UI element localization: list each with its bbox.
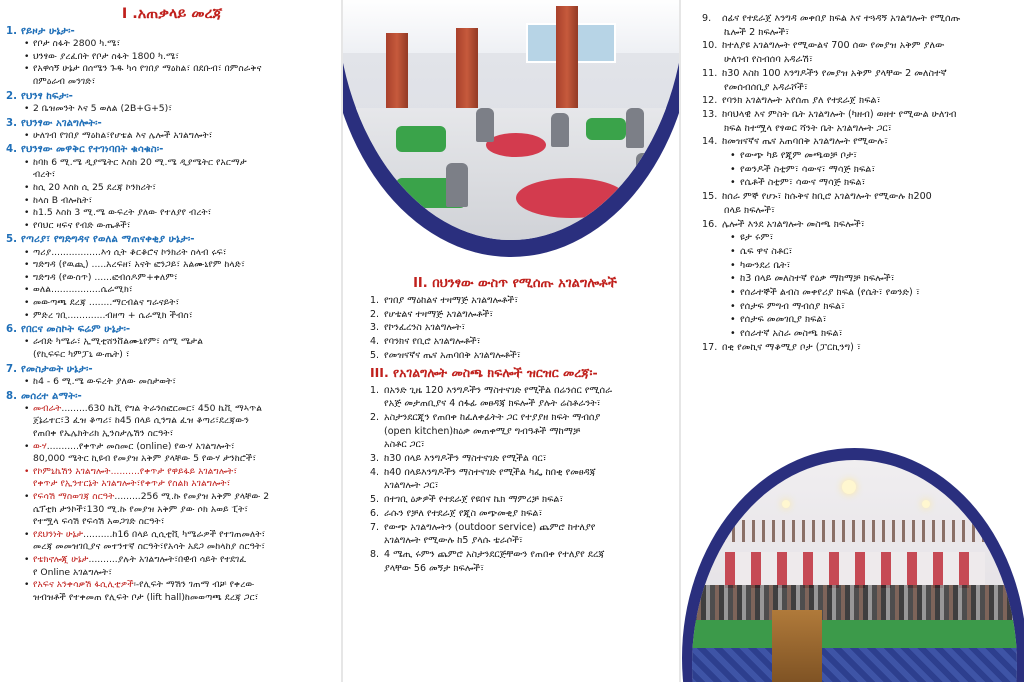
- section-item: [24, 284, 338, 297]
- item-text-continued: አስቶር ጋር፣: [384, 439, 425, 451]
- item-number: 13.: [702, 108, 718, 120]
- item-number: 2.: [370, 411, 380, 423]
- room-item: [370, 384, 674, 411]
- item-text: ከሲ 20 እስከ ሲ 25 ደረጃ ኮንክሪት፣: [33, 181, 156, 193]
- item-text-continued: (የኪፍፍር ካምፓኒ ውጤት) ፣: [33, 349, 130, 361]
- service-item: [370, 308, 674, 322]
- item-text: የመዝናኛና ጤና አጠባበቅ አገልግሎቶች፣: [384, 349, 521, 361]
- service-item: [370, 335, 674, 349]
- section-number: 8.: [6, 390, 17, 402]
- section-item: [24, 63, 338, 88]
- item-text: ሰፊና የተደራጀ እንግዳ መቀበያ ክፍል እና ተጓዳኝ አገልግሎት የሚሰጡ: [722, 13, 961, 24]
- item-text: ከ30 እስከ 100 እንግዶችን የመያዝ አቅም ያላቸው 2 መለስተኛ: [722, 67, 947, 79]
- sub-item: • የሴቶች ስቲም፣ ሳውና ማሳጅ ክፍል፣: [730, 176, 1020, 190]
- info-section: [6, 363, 338, 389]
- info-section: [6, 143, 338, 232]
- item-text: ራብድ ካሜራ፣ ኢሚቲሸንቨልሙኒየም፣ ሰሚ ሜታል: [33, 336, 204, 348]
- section-items: [6, 130, 338, 143]
- section-title: የመስታወት ሁኔታ፡-: [21, 363, 93, 375]
- item-text: ወለል.................ሴራሚክ፣: [33, 284, 133, 296]
- item-text: በተገቢ ዕቃዎች የተደራጀ የዩበና ኬክ ማምረቻ ክፍል፣: [384, 494, 564, 506]
- info-section-heading: [6, 323, 338, 336]
- info-section-heading: [6, 90, 338, 103]
- item-text: መውጣጫ ደረጃ ........ማርብልና ግራናይት፣: [33, 296, 180, 308]
- room-item: [702, 39, 1020, 66]
- section-title: የህንፃው አገልግሎት፡-: [21, 117, 102, 129]
- section-item: [24, 466, 338, 491]
- section-item: [24, 51, 338, 64]
- item-text: ጣሪያ.................እጎ ሲት ቆርቆሮና ኮንክሪት ስላብ ሩፍ፣: [33, 246, 227, 258]
- item-key: መብራት: [33, 402, 62, 414]
- section-item: [24, 297, 338, 310]
- sub-item: • ዩታ ሩም፣: [730, 231, 1020, 245]
- room-item: [702, 218, 1020, 341]
- section-items: [6, 403, 338, 605]
- section-items: [6, 376, 338, 389]
- room-item: [370, 466, 674, 493]
- item-text: 4 ሜጢ ሩምን ጨምሮ አስታንደርጅቸውን የጠበቀ የተለያየ ደረጃ: [384, 548, 605, 560]
- item-number: 4.: [370, 466, 380, 478]
- section-items: [6, 103, 338, 116]
- item-text-continued: መረጃ መመዝገቢያና መተንተኛ ስርዓት፣የአሳት አደጋ መከላከያ ስርዓት፣: [33, 541, 266, 553]
- general-info-panel: [0, 0, 342, 682]
- section-title: የይዞታ ሁኔታ፡-: [21, 26, 75, 37]
- info-section-heading: [6, 143, 338, 156]
- section-item: [24, 441, 338, 466]
- item-text: ከሰራ ምኞ የሆኑ፣ ከሱቅና ከቢሮ አገልግሎት የሚውሉ ከ200: [722, 191, 932, 203]
- item-key: የፍሳሽ ማስወገጃ ስርዓት: [33, 491, 115, 502]
- item-text-continued: ክፍል ከተሟላ የፃወር ሻንት ቤት አገልግሎት ጋር፣: [724, 122, 892, 134]
- item-text-continued: አገልግሎት የሚውሉ ከ5 ያላሱ ቴራሶች፣: [384, 535, 523, 547]
- item-text-continued: አገልግሎት ጋር፣: [384, 480, 439, 492]
- item-text-continued: የተሟላ ፍሳሽ የፍሳሽ አወጋገድ ስርዓት፣: [33, 516, 165, 528]
- section-item: [24, 491, 338, 529]
- rooms-list: [356, 384, 674, 576]
- room-item: [702, 67, 1020, 94]
- item-text: የውጭ አገልግሎትን (outdoor service) ጨምሮ ከተለያየ: [384, 521, 596, 533]
- sub-item: • ከ3 በላይ መለስተኛ የዕቃ ማከማቻ ክፍሎች፣: [730, 272, 1020, 286]
- item-text: .........256 ሚ.ኩ የመያዝ አቅም ያላቸው 2: [114, 491, 270, 502]
- item-number: 4.: [370, 336, 380, 348]
- item-text: ከ30 በላይ እንግዶችን ማስተናገድ የሚችል ባር፣: [384, 453, 547, 465]
- room-item: [702, 341, 1020, 355]
- section-item: [24, 130, 338, 143]
- item-text-continued: (open kitchen)ከዕቃ መጠቀሚያ ግብዓቶች ማከማቻ: [384, 425, 581, 437]
- item-text-continued: ጀኔሬተር፣3 ፈዝ ቆጣሪ፣ ከ45 በላይ ሲንግል ፈዝ ቆጣሪ፣ደረጃውን: [33, 415, 249, 427]
- item-text: የባህር ዛፍና የብድ ውጤቶች፣: [33, 219, 131, 231]
- item-text-continued: ሁለገብ የስብሰባ አዳራሽ፣: [724, 54, 813, 66]
- item-number: 16.: [702, 218, 718, 230]
- item-text: ከ4 - 6 ሚ.ሜ ውፍረት ያለው መስታወት፣: [33, 375, 177, 387]
- section-item: [24, 103, 338, 116]
- section-item: [24, 310, 338, 323]
- section-item: [24, 220, 338, 233]
- item-text-continued: በላይ ክፍሎች፣: [724, 204, 775, 216]
- item-number: 1.: [370, 295, 380, 306]
- item-text: ከተለያዩ አገልግሎት የሚውልና 700 ሰው የመያዝ አቅም ያለው: [722, 40, 945, 52]
- item-text-continued: በምዕራብ መንገድ፣: [33, 76, 96, 88]
- section-items: [6, 38, 338, 88]
- info-section: [6, 233, 338, 322]
- section-item: [24, 403, 338, 441]
- section-item: [24, 272, 338, 285]
- item-text: ..........ያሉት አገልግሎት፣በዊብ ሳይት የተደገፈ: [88, 553, 247, 565]
- item-number: 12.: [702, 95, 718, 107]
- item-text-continued: ኬሎች 2 ክፍሎች፣: [724, 26, 790, 38]
- item-text: ከ40 በላይእንግዶችን ማስተናገድ የሚችል ካፌ ከበቂ የመፀዳጃ: [384, 466, 596, 478]
- item-text: ..........የቀጥታ የዋይፋይ አገልግሎት፣: [110, 465, 238, 477]
- section-item: [24, 529, 338, 554]
- sub-item: • የሰራተኛ አስራ መስጫ ክፍል፣: [730, 327, 1020, 341]
- item-text-continued: 80,000 ሜትር ኪዩብ የመያዝ አቅም ያላቸው 5 የውሃ ታንከሮች፣: [33, 453, 257, 465]
- item-text: ከ1.5 እስከ 3 ሚ.ሜ ውፍረት ያለው የተለያየ ብረት፣: [33, 207, 212, 219]
- section-number: 2.: [6, 90, 17, 102]
- section-item: [24, 195, 338, 208]
- room-item: [370, 548, 674, 575]
- item-number: 7.: [370, 521, 380, 533]
- item-number: 1.: [370, 384, 380, 396]
- item-text: ህንፃው ያረፈበት የቦታ ስፋት 1800 ካ.ሜ፣: [33, 50, 180, 62]
- general-info-title: I .አጠቃላይ መረጃ: [121, 6, 223, 22]
- item-text: ከላስ B ብሎኬት፣: [33, 194, 93, 206]
- item-number: 5.: [370, 349, 380, 361]
- section-items: [6, 157, 338, 233]
- room-item: [702, 94, 1020, 108]
- item-number: 3.: [370, 453, 380, 465]
- room-item: [370, 507, 674, 521]
- item-text: የሆቴልና ተዛማጅ አገልግሎቶች፣: [384, 308, 494, 320]
- item-text: በአንድ ጊዜ 120 እንግዶችን ማስተናገድ የሚችል በሬንሰር የሚሰራ: [384, 384, 612, 396]
- section-item: [24, 376, 338, 389]
- item-number: 14.: [702, 136, 718, 148]
- service-item: [370, 321, 674, 335]
- sub-item: • ካውንደሪ ቤት፣: [730, 259, 1020, 273]
- item-text: በቂ የመኪና ማቆሚያ ቦታ (ፓርኪንግ) ፣: [722, 341, 861, 353]
- item-text-continued: ያላቸው 56 መኝታ ክፍሎች፣: [384, 562, 485, 574]
- conference-hall-photo: [680, 432, 1024, 682]
- service-item: [370, 294, 674, 308]
- section-item: [24, 182, 338, 195]
- info-section: [6, 25, 338, 89]
- item-text: አስታንደርጂን የጠበቀ ከፈለቀፊትት ጋር የተያያዘ ክፍት ማብሰያ: [384, 411, 601, 423]
- item-text: ራሱን የቻለ የተደራጀ የጂስ መጭመቂያ ክፍል፣: [384, 507, 543, 519]
- conference-hall-photo-image: [692, 460, 1017, 682]
- info-section-heading: [6, 233, 338, 246]
- section-item: [24, 247, 338, 260]
- info-section-heading: [6, 117, 338, 130]
- section-title: መሰረተ ልማት፡-: [21, 390, 82, 402]
- item-text-continued: የጠበቀ የኤሌክትሪክ ኢንስታሌሽን ስርዓት፣: [33, 428, 174, 440]
- item-text: የባንክ አገልግሎት አየሰጠ ያለ የተደራጀ ክፍል፣: [722, 95, 881, 107]
- info-section: [6, 323, 338, 361]
- section-number: 3.: [6, 117, 17, 129]
- room-item: [702, 190, 1020, 217]
- sub-item: • የሰታፍ መመገቢያ ክፍል፣: [730, 313, 1020, 327]
- item-key: ውሃ: [33, 440, 47, 452]
- section-number: 4.: [6, 144, 17, 156]
- info-section: [6, 90, 338, 116]
- info-section-heading: [6, 25, 338, 38]
- section-item: [24, 554, 338, 579]
- section-item: [24, 207, 338, 220]
- section-item: [24, 157, 338, 182]
- item-text: ምድረ ገቢ.............ብዘጣ + ሴራሚክ ችብስ፣: [33, 309, 193, 321]
- sub-item: • የውጭ ካይ የጂም መጫወቻ ቦታ፣: [730, 149, 1020, 163]
- item-text-continued: የአጅ መታጠቢያና 4 ሰፋፊ መፀዳጃ ክፍሎች ያሉት ሬስቶራንት፣: [384, 398, 601, 410]
- room-item: [702, 108, 1020, 135]
- info-section: [6, 390, 338, 605]
- item-text: 2 ቤዝመንት እና 5 ወለል (2B+G+5)፣: [33, 102, 172, 114]
- sub-item: • ሴፍ ዋና ስቶር፣: [730, 245, 1020, 259]
- item-number: 3.: [370, 322, 380, 334]
- item-key: የአፍና አንቀሳቃሽ ፋሲሊቲዎች: [33, 579, 134, 591]
- item-number: 17.: [702, 341, 718, 353]
- column-divider: [679, 0, 681, 682]
- item-text: ከባህላዊ እና ምስት ቤት አገልግሎት (ካዘብ) ወዘተ የሚውል ሁለገብ: [722, 108, 957, 120]
- general-info-list: [6, 25, 338, 604]
- services-list: [356, 294, 674, 363]
- rooms-title: III. የአገልግሎት መስጫ ክፍሎች ዝርዝር መረጃ፡-: [370, 364, 598, 380]
- item-text: ከመዝናኛና ጤና አጠባበቅ አገልግሎት የሚውሉ፣: [722, 136, 889, 148]
- restaurant-photo: [342, 0, 680, 258]
- room-item: [370, 452, 674, 466]
- section-number: 7.: [6, 363, 17, 375]
- services-panel: [342, 0, 680, 682]
- section-item: [24, 336, 338, 361]
- item-number: 10.: [702, 40, 718, 52]
- item-key: የኮምኒኬሽን አገልግሎት: [33, 465, 111, 477]
- item-text: ሁለገብ የገበያ ማዕከል፣የሆቴል እና ሌሎች አገልግሎት፣: [33, 129, 213, 141]
- info-section-heading: [6, 363, 338, 376]
- section-item: [24, 579, 338, 604]
- item-text: ከባክ 6 ሚ.ሜ ዲያሜትር እስከ 20 ሚ.ሜ ዲያሜትር የአርማታ: [33, 156, 247, 168]
- item-text-continued: ብረት፣: [33, 169, 56, 181]
- service-item: [370, 349, 674, 363]
- section-items: [6, 247, 338, 323]
- rooms-continued-panel: [680, 0, 1024, 682]
- room-item: [702, 135, 1020, 190]
- item-text: የኮንፈረንስ አገልግሎት፣: [384, 322, 466, 334]
- section-title: የበርና መስኮት ፍሬም ሁኔታ፡-: [21, 324, 131, 336]
- item-text-continued: የ Online አገልግሎት፣: [33, 566, 112, 578]
- sub-item: • የሰራተኞች ልብስ መቀየሪያ ክፍል (የሴት፣ የወንድ) ፣: [730, 286, 1020, 300]
- section-title: የህንፃ ከፍታ፡-: [21, 90, 73, 102]
- sub-items: [722, 149, 1020, 190]
- services-title: II. በህንፃው ውስጥ የሚሰጡ አገልግሎቶች: [413, 276, 617, 291]
- item-text: ...........የቀጥታ መስመር (online) የውሃ አገልግሎት፣: [46, 440, 235, 452]
- item-text-continued: ሴፕቲክ ታንኮች፣130 ሚ.ኩ የመያዝ አቅም ያው ሶክ አወይ ፒት፣: [33, 503, 249, 515]
- room-item: [370, 521, 674, 548]
- column-divider: [341, 0, 343, 682]
- section-title: የህንፃው መዋቅር የተገነባበት ቁሳቁስ፡-: [21, 144, 164, 156]
- services-content: [342, 276, 680, 575]
- section-item: [24, 259, 338, 272]
- item-text: .........630 ኬቪ የግል ትራንስፎርመር፣ 450 ኬቪ ማኣጥል: [61, 402, 263, 414]
- sub-item: • የሰታፍ ምግብ ማብሰያ ክፍል፣: [730, 300, 1020, 314]
- item-text: ግድግዳ (የውስጥ) ......ፎብሰዶም+ቀለም፣: [33, 271, 178, 283]
- item-number: 5.: [370, 494, 380, 506]
- item-key: የደህንነት ሁኔታ: [33, 528, 84, 540]
- item-text: የአዋሳኝ ሁኔታ በሰሜን ጉዱ ካሳ የገበያ ማዕከል፣ በደቡብ፣ በምስራቅና: [33, 63, 262, 75]
- section-number: 6.: [6, 324, 17, 336]
- item-text: ፡-የሊፍት ማሽን ገጠማ ብቻ የቀረው: [133, 579, 255, 591]
- item-number: 11.: [702, 67, 718, 79]
- info-section-heading: [6, 390, 338, 403]
- rooms-continued-list: [680, 0, 1024, 355]
- item-text-continued: የቀጥታ የኢንተርኔት አገልግሎት፣የቀጥታ የስልክ አገልግሎት፣: [33, 478, 231, 490]
- item-key: የቴክኖሎጂ ሁኔታ: [33, 553, 89, 565]
- section-title: የጣሪያ፣ የግድግዳና የወለል ማጠናቀቂያ ሁኔታ፡-: [21, 234, 195, 246]
- item-text: የቦታ ስፋት 2800 ካ.ሜ፣: [33, 38, 121, 50]
- section-items: [6, 336, 338, 361]
- item-text: ሌሎች እንደ አገልግሎት መስጫ ክፍሎች፣: [722, 218, 865, 230]
- item-text: ..........ከ16 በላይ ሲሲቲቪ ካሜራዎች የተገጠመለት፣: [83, 528, 266, 540]
- item-number: 15.: [702, 191, 718, 203]
- info-section: [6, 117, 338, 143]
- restaurant-photo-image: [342, 0, 680, 240]
- item-text: የባንክና የቢሮ አገልግሎቶች፣: [384, 336, 481, 348]
- room-item: [370, 493, 674, 507]
- item-number: 6.: [370, 507, 380, 519]
- sub-items: [722, 231, 1020, 341]
- item-number: 8.: [370, 548, 380, 560]
- item-text-continued: ዝብዝቶች የተቀመጠ የሊፍት ቦታ (lift hall)ከመወጣጫ ደረጃ ጋር፣: [33, 591, 259, 603]
- item-number: 2.: [370, 308, 380, 320]
- section-number: 5.: [6, 234, 17, 246]
- section-item: [24, 38, 338, 51]
- room-item: [370, 411, 674, 452]
- sub-item: • የወንዶች ስቲም፣ ሳውና፣ ማሳጅ ክፍል፣: [730, 163, 1020, 177]
- item-number: 9.: [702, 13, 712, 24]
- room-item: [702, 12, 1020, 39]
- section-number: 1.: [6, 26, 17, 37]
- item-text: ግድግዳ (የዉጪ) .....አረፍዘ፣ አናት ፎንጋይ፣ አልሙኒየም ከላድ፣: [33, 259, 245, 271]
- item-text: የገበያ ማዕከልና ተዛማጅ አገልግሎቶች፣: [384, 295, 519, 306]
- item-text-continued: የመሰብሰቢያ አዳራሾች፣: [724, 81, 808, 93]
